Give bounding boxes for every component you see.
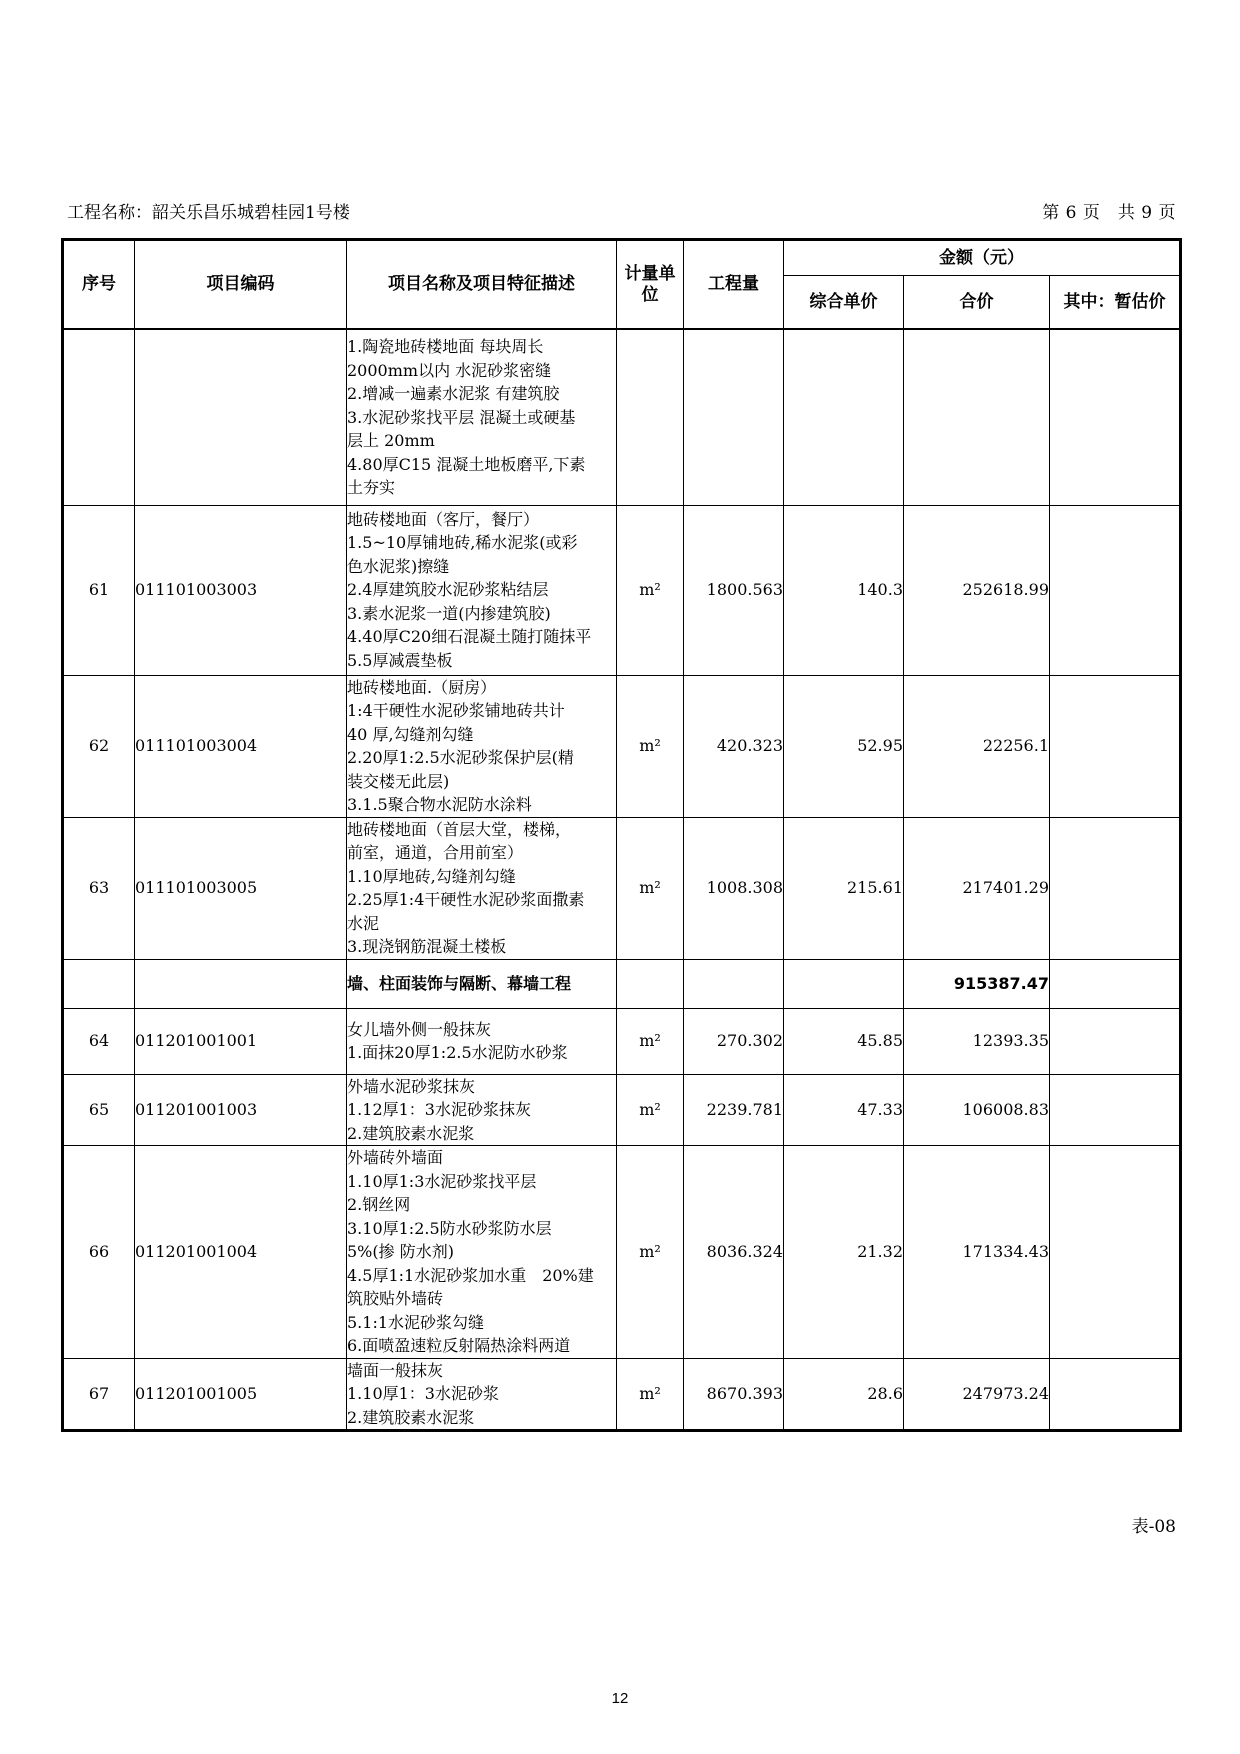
col-header-provisional: 其中：暂估价: [1050, 276, 1181, 330]
description-line: 4.40厚C20细石混凝土随打随抹平: [347, 627, 592, 647]
cell-total: 171334.43: [904, 1146, 1050, 1359]
description-line: 1.5~10厚铺地砖,稀水泥浆(或彩: [347, 533, 578, 553]
cell-provisional: [1050, 1146, 1181, 1359]
table-row: [63, 329, 1181, 505]
cell-total: 915387.47: [904, 959, 1050, 1008]
cell-provisional: [1050, 1008, 1181, 1074]
cell-provisional: [1050, 329, 1181, 505]
cell-provisional: [1050, 817, 1181, 959]
col-header-qty: 工程量: [684, 240, 784, 330]
cell-unit-price: [784, 329, 904, 505]
cell-seq: 61: [63, 505, 135, 675]
cell-unit: m²: [617, 817, 684, 959]
page-total: 9: [1141, 203, 1153, 223]
cell-unit: m²: [617, 505, 684, 675]
table-row: [63, 817, 1181, 959]
col-header-amount: 金额（元）: [784, 240, 1181, 276]
cell-description: [347, 505, 617, 675]
description-line: 5%(掺 防水剂): [347, 1242, 454, 1261]
cell-code: [135, 959, 347, 1008]
table-row: [63, 1074, 1181, 1146]
col-header-unit-price: 综合单价: [784, 276, 904, 330]
description-line: 地砖楼地面.（厨房）: [347, 677, 497, 697]
cell-code: 011201001001: [135, 1008, 347, 1074]
table-row: [63, 1008, 1181, 1074]
section-row: [63, 959, 1181, 1008]
table-row: [63, 505, 1181, 675]
project-name: 工程名称：韶关乐昌乐城碧桂园1号楼: [67, 203, 350, 223]
description-line: 4.5厚1:1水泥砂浆加水重 20%建: [347, 1265, 594, 1285]
cell-description: [347, 329, 617, 505]
description-line: 3.10厚1:2.5防水砂浆防水层: [347, 1218, 552, 1238]
cell-provisional: [1050, 959, 1181, 1008]
cell-unit-price: 45.85: [784, 1008, 904, 1074]
cell-total: 22256.1: [904, 675, 1050, 817]
cell-description: [347, 959, 617, 1008]
description-line: 地砖楼地面（首层大堂，楼梯，: [347, 819, 572, 839]
col-header-seq: 序号: [63, 240, 135, 330]
description-line: 2.4厚建筑胶水泥砂浆粘结层: [347, 580, 549, 600]
cell-unit-price: 21.32: [784, 1146, 904, 1359]
description-line: 2.20厚1:2.5水泥砂浆保护层(精: [347, 748, 574, 767]
cell-code: 011201001004: [135, 1146, 347, 1359]
cell-seq: 64: [63, 1008, 135, 1074]
cell-unit-price: 28.6: [784, 1358, 904, 1431]
cell-seq: [63, 329, 135, 505]
cell-code: 011201001003: [135, 1074, 347, 1146]
page-info: [1042, 202, 1176, 224]
description-line: 1.10厚地砖,勾缝剂勾缝: [347, 866, 516, 886]
page-current: 6: [1065, 203, 1077, 223]
description-line: 6.面喷盈速粒反射隔热涂料两道: [347, 1336, 571, 1355]
description-line: 墙面一般抹灰: [347, 1360, 444, 1380]
cell-description: [347, 1358, 617, 1431]
description-line: 2.钢丝网: [347, 1195, 411, 1214]
cell-qty: 270.302: [684, 1008, 784, 1074]
description-line: 前室，通道，合用前室）: [347, 843, 524, 862]
table-row: [63, 1146, 1181, 1359]
description-line: 3.1.5聚合物水泥防水涂料: [347, 795, 532, 814]
description-line: 地砖楼地面（客厅，餐厅）: [347, 509, 540, 529]
cell-unit: m²: [617, 1146, 684, 1359]
cell-unit-price: 47.33: [784, 1074, 904, 1146]
description-line: 装交楼无此层): [347, 771, 450, 791]
cell-code: [135, 329, 347, 505]
description-line: 2.增减一遍素水泥浆 有建筑胶: [347, 384, 560, 403]
cell-provisional: [1050, 1358, 1181, 1431]
description-line: 4.80厚C15 混凝土地板磨平,下素: [347, 454, 586, 474]
description-line: 2.25厚1:4干硬性水泥砂浆面撒素: [347, 890, 585, 909]
cell-description: [347, 1008, 617, 1074]
description-line: 土夯实: [347, 478, 396, 497]
cell-seq: 67: [63, 1358, 135, 1431]
cell-unit: [617, 959, 684, 1008]
page-prefix: 第: [1042, 203, 1060, 223]
description-line: 5.5厚减震垫板: [347, 650, 453, 670]
col-header-name: 项目名称及项目特征描述: [347, 240, 617, 330]
cell-total: 12393.35: [904, 1008, 1050, 1074]
description-line: 2000mm以内 水泥砂浆密缝: [347, 360, 552, 380]
description-line: 水泥: [347, 913, 380, 933]
cell-provisional: [1050, 1074, 1181, 1146]
cell-provisional: [1050, 675, 1181, 817]
col-header-unit: 计量单位: [617, 240, 684, 330]
cell-code: 011201001005: [135, 1358, 347, 1431]
table-row: [63, 675, 1181, 817]
cell-unit: m²: [617, 675, 684, 817]
cell-total: 106008.83: [904, 1074, 1050, 1146]
description-line: 1.面抹20厚1:2.5水泥防水砂浆: [347, 1043, 568, 1062]
description-line: 3.现浇钢筋混凝土楼板: [347, 937, 507, 956]
description-line: 女儿墙外侧一般抹灰: [347, 1019, 492, 1039]
description-line: 1.10厚1:3水泥砂浆找平层: [347, 1171, 537, 1191]
table-body: [63, 329, 1181, 1431]
description-line: 1.12厚1：3水泥砂浆抹灰: [347, 1100, 531, 1119]
description-line: 色水泥浆)擦缝: [347, 556, 450, 576]
page-mid: 页 共: [1082, 203, 1136, 223]
cell-unit: m²: [617, 1074, 684, 1146]
cell-unit: m²: [617, 1008, 684, 1074]
cell-total: 247973.24: [904, 1358, 1050, 1431]
cell-total: [904, 329, 1050, 505]
page-suffix: 页: [1158, 203, 1176, 223]
description-line: 外墙水泥砂浆抹灰: [347, 1076, 476, 1096]
cell-qty: [684, 959, 784, 1008]
cell-seq: 63: [63, 817, 135, 959]
description-line: 2.建筑胶素水泥浆: [347, 1407, 475, 1427]
cell-code: 011101003005: [135, 817, 347, 959]
page-number: 12: [611, 1690, 629, 1707]
description-line: 筑胶贴外墙砖: [347, 1289, 444, 1308]
cell-description: [347, 675, 617, 817]
cell-seq: 62: [63, 675, 135, 817]
cell-total: 252618.99: [904, 505, 1050, 675]
cell-unit: [617, 329, 684, 505]
cell-description: [347, 1074, 617, 1146]
description-line: 1.10厚1：3水泥砂浆: [347, 1384, 499, 1403]
cell-code: 011101003004: [135, 675, 347, 817]
cell-qty: 8036.324: [684, 1146, 784, 1359]
cell-unit-price: [784, 959, 904, 1008]
cell-unit: m²: [617, 1358, 684, 1431]
cell-description: [347, 1146, 617, 1359]
cell-provisional: [1050, 505, 1181, 675]
cell-total: 217401.29: [904, 817, 1050, 959]
cell-qty: 8670.393: [684, 1358, 784, 1431]
description-line: 外墙砖外墙面: [347, 1148, 444, 1167]
cell-qty: 1800.563: [684, 505, 784, 675]
table-row: [63, 1358, 1181, 1431]
cell-unit-price: 140.3: [784, 505, 904, 675]
description-line: 3.素水泥浆一道(内掺建筑胶): [347, 603, 551, 623]
cell-qty: 2239.781: [684, 1074, 784, 1146]
cell-qty: 420.323: [684, 675, 784, 817]
cell-qty: [684, 329, 784, 505]
col-header-total: 合价: [904, 276, 1050, 330]
description-line: 1:4干硬性水泥砂浆铺地砖共计: [347, 701, 565, 720]
cell-seq: [63, 959, 135, 1008]
cell-qty: 1008.308: [684, 817, 784, 959]
description-line: 40 厚,勾缝剂勾缝: [347, 724, 474, 744]
form-number: 表-08: [1131, 1517, 1176, 1537]
col-header-code: 项目编码: [135, 240, 347, 330]
description-line: 1.陶瓷地砖楼地面 每块周长: [347, 337, 544, 356]
cell-code: 011101003003: [135, 505, 347, 675]
description-line: 墙、柱面装饰与隔断、幕墙工程: [347, 973, 572, 993]
cell-seq: 66: [63, 1146, 135, 1359]
cell-seq: 65: [63, 1074, 135, 1146]
cell-unit-price: 52.95: [784, 675, 904, 817]
description-line: 2.建筑胶素水泥浆: [347, 1123, 475, 1143]
description-line: 3.水泥砂浆找平层 混凝土或硬基: [347, 407, 576, 427]
cell-description: [347, 817, 617, 959]
cell-unit-price: 215.61: [784, 817, 904, 959]
description-line: 层上 20mm: [347, 431, 435, 450]
bill-of-quantities-table: [61, 238, 1182, 1432]
description-line: 5.1:1水泥砂浆勾缝: [347, 1312, 485, 1332]
